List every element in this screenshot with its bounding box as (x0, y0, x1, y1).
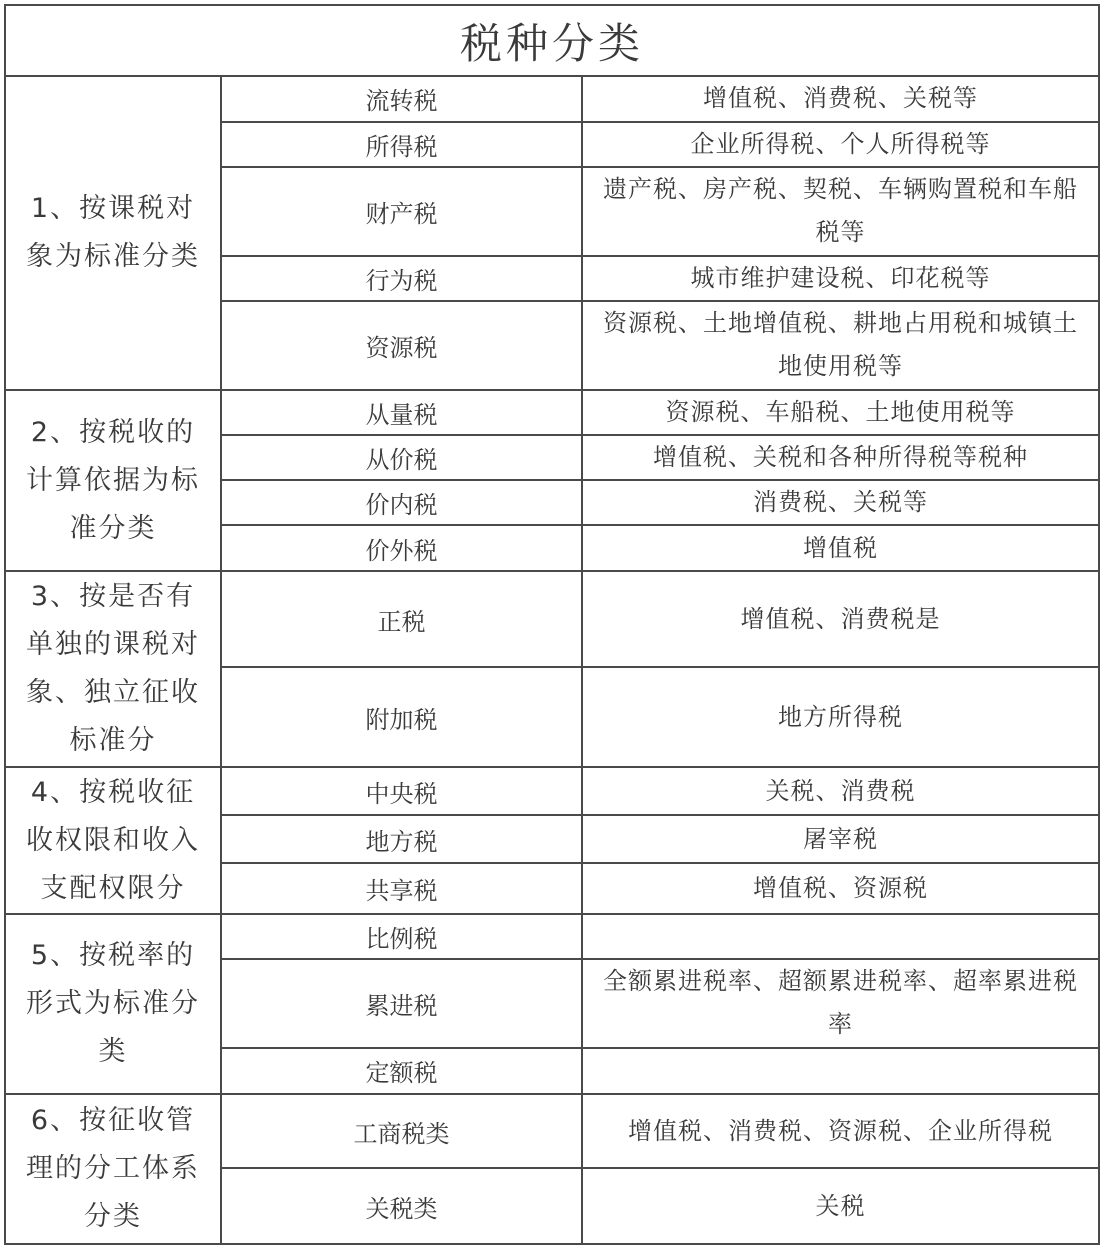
examples-cell: 增值税、消费税、资源税、企业所得税 (628, 1116, 1053, 1145)
tax-type-cell: 附加税 (222, 668, 583, 766)
examples-cell: 增值税、消费税、关税等 (703, 84, 978, 113)
table-row (222, 768, 1098, 816)
table-row (222, 864, 1098, 913)
category-group (6, 915, 1098, 1095)
table-row (222, 481, 1098, 526)
examples-cell: 增值税、资源税 (753, 873, 928, 902)
examples-cell: 资源税、车船税、土地使用税等 (665, 398, 1016, 426)
examples-cell (583, 1049, 1098, 1093)
category-cell: 3、按是否有单独的课税对象、独立征收标准分 (6, 572, 222, 766)
examples-cell (583, 915, 1098, 958)
table-row (222, 1049, 1098, 1093)
category-cell: 6、按征收管理的分工体系分类 (6, 1095, 222, 1243)
table-row (222, 1095, 1098, 1169)
tax-type-cell: 从量税 (222, 391, 583, 434)
category-cell: 1、按课税对象为标准分类 (6, 77, 222, 389)
table-row (222, 302, 1098, 389)
category-cell: 4、按税收征收权限和收入支配权限分 (6, 768, 222, 913)
tax-type-cell: 地方税 (222, 816, 583, 861)
tax-type-cell: 财产税 (222, 168, 583, 255)
tax-type-cell: 流转税 (222, 77, 583, 121)
table-row (222, 915, 1098, 960)
category-rows (222, 1095, 1098, 1243)
examples-cell: 屠宰税 (803, 824, 878, 853)
table-row (222, 1169, 1098, 1243)
examples-cell: 关税 (815, 1191, 866, 1220)
category-group (6, 391, 1098, 572)
category-rows (222, 391, 1098, 570)
category-rows (222, 77, 1098, 389)
examples-cell: 城市维护建设税、印花税等 (690, 263, 991, 292)
table-row (222, 257, 1098, 302)
tax-type-cell: 关税类 (222, 1169, 583, 1243)
category-rows (222, 915, 1098, 1093)
table-row (222, 123, 1098, 168)
category-group (6, 1095, 1098, 1243)
table-row (222, 526, 1098, 570)
tax-type-cell: 累进税 (222, 960, 583, 1047)
examples-cell: 增值税、关税和各种所得税等税种 (653, 443, 1028, 471)
examples-cell: 企业所得税、个人所得税等 (690, 129, 991, 158)
table-row (222, 168, 1098, 257)
tax-type-cell: 价外税 (222, 526, 583, 570)
table-row (222, 816, 1098, 863)
examples-cell: 全额累进税率、超额累进税率、超率累进税率 (603, 967, 1078, 1039)
examples-cell: 消费税、关税等 (753, 488, 928, 516)
category-cell: 2、按税收的计算依据为标准分类 (6, 391, 222, 570)
examples-cell: 关税、消费税 (765, 776, 916, 805)
table-row (222, 572, 1098, 668)
tax-type-cell: 资源税 (222, 302, 583, 389)
tax-type-cell: 从价税 (222, 436, 583, 479)
tax-type-cell: 中央税 (222, 768, 583, 814)
table-row (222, 668, 1098, 766)
table-row (222, 960, 1098, 1049)
category-cell: 5、按税率的形式为标准分类 (6, 915, 222, 1093)
examples-cell: 遗产税、房产税、契税、车辆购置税和车船税等 (603, 175, 1078, 247)
table-row (222, 436, 1098, 481)
tax-type-cell: 行为税 (222, 257, 583, 300)
tax-type-cell: 比例税 (222, 915, 583, 958)
examples-cell: 增值税 (803, 533, 878, 562)
tax-type-cell: 工商税类 (222, 1095, 583, 1167)
category-rows (222, 572, 1098, 766)
category-group (6, 77, 1098, 391)
tax-type-cell: 共享税 (222, 864, 583, 913)
examples-cell: 资源税、土地增值税、耕地占用税和城镇土地使用税等 (603, 309, 1078, 381)
examples-cell: 增值税、消费税是 (740, 604, 941, 633)
tax-type-cell: 价内税 (222, 481, 583, 524)
examples-cell: 地方所得税 (778, 702, 903, 731)
table-title: 税种分类 (6, 6, 1098, 77)
table-row (222, 77, 1098, 123)
category-rows (222, 768, 1098, 913)
tax-type-cell: 定额税 (222, 1049, 583, 1093)
tax-classification-table (4, 4, 1100, 1245)
table-row (222, 391, 1098, 436)
category-group (6, 572, 1098, 768)
tax-type-cell: 正税 (222, 572, 583, 666)
category-group (6, 768, 1098, 915)
tax-type-cell: 所得税 (222, 123, 583, 166)
